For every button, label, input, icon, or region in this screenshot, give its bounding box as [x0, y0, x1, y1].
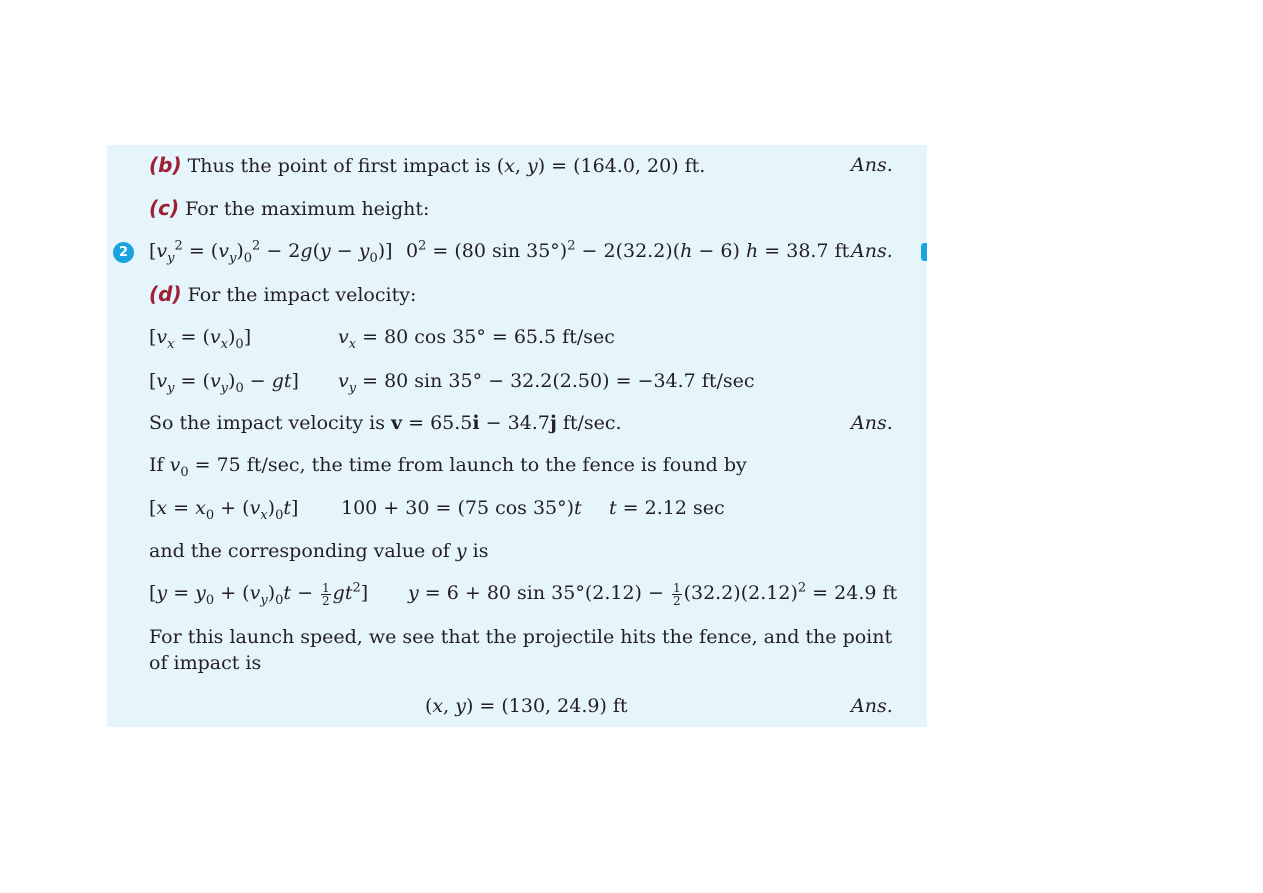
eq-vx-calc: $v_x = 80$ cos 35° = 65.5 ft/sec [338, 326, 615, 352]
impact-velocity-text: So the impact velocity is v = 65.5i − 34.7j ft/sec. [149, 412, 622, 434]
eq-max-height-law: $[v_y^2 = (v_y)_0^2 - 2g(y - y_0)]$ [149, 238, 393, 266]
conclusion-text-2: of impact is [149, 652, 262, 674]
eq-vy-calc: $v_y = 80$ sin 35° − 32.2(2.50) = −34.7 ft/sec [338, 370, 755, 396]
eq-max-height-calc: $0^2 = (80$ sin 35°)$^2$ − 2(32.2)(h − 6) [406, 238, 740, 262]
ans-label-final: Ans. [851, 695, 893, 717]
eq-x-law: $[x = x_0 + (v_x)_0t]$ [149, 497, 299, 523]
part-c-text: For the maximum height: [185, 198, 430, 220]
eq-max-height-result: h = 38.7 ft [746, 240, 850, 262]
line-part-b [149, 153, 705, 178]
eq-y-law: [$y = y_0 + (v_y)_0t$ − $\frac{1}{2}$ $gt^2$] [149, 580, 369, 608]
eq-y-calc: y = 6 + 80 sin 35°(2.12) − $\frac{1}{2}$ $(32.2)(2.12)^2 = 24.9$ ft [408, 580, 898, 608]
eq-x-calc: 100 + 30 = (75 cos 35°)t [341, 497, 582, 519]
if-v0-text: If $v_0 = 75$ ft/sec, the time from launch to the fence is found by [149, 454, 747, 480]
corresponding-text: and the corresponding value of y is [149, 540, 489, 562]
ans-label-d: Ans. [851, 412, 893, 434]
part-d-text: For the impact velocity: [187, 284, 417, 306]
margin-marker [921, 243, 927, 261]
part-b-text: Thus the point of first impact is (x, y) = (164.0, 20) ft. [187, 155, 706, 177]
line-part-d [149, 282, 416, 307]
part-label-c: (c) [149, 196, 180, 220]
eq-vx-law: $[v_x = (v_x)_0]$ [149, 326, 252, 352]
ans-label-c: Ans. [851, 240, 893, 262]
eq-x-result: t = 2.12 sec [609, 497, 725, 519]
ans-label-b: Ans. [851, 154, 893, 176]
final-result: (x, y) = (130, 24.9) ft [425, 695, 628, 717]
part-label-d: (d) [149, 282, 182, 306]
conclusion-text-1: For this launch speed, we see that the projectile hits the fence, and the point [149, 626, 893, 648]
eq-vy-law: $[v_y = (v_y)_0 - gt]$ [149, 370, 299, 396]
step-badge: 2 [113, 242, 134, 263]
part-label-b: (b) [149, 153, 182, 177]
line-part-c [149, 196, 429, 221]
